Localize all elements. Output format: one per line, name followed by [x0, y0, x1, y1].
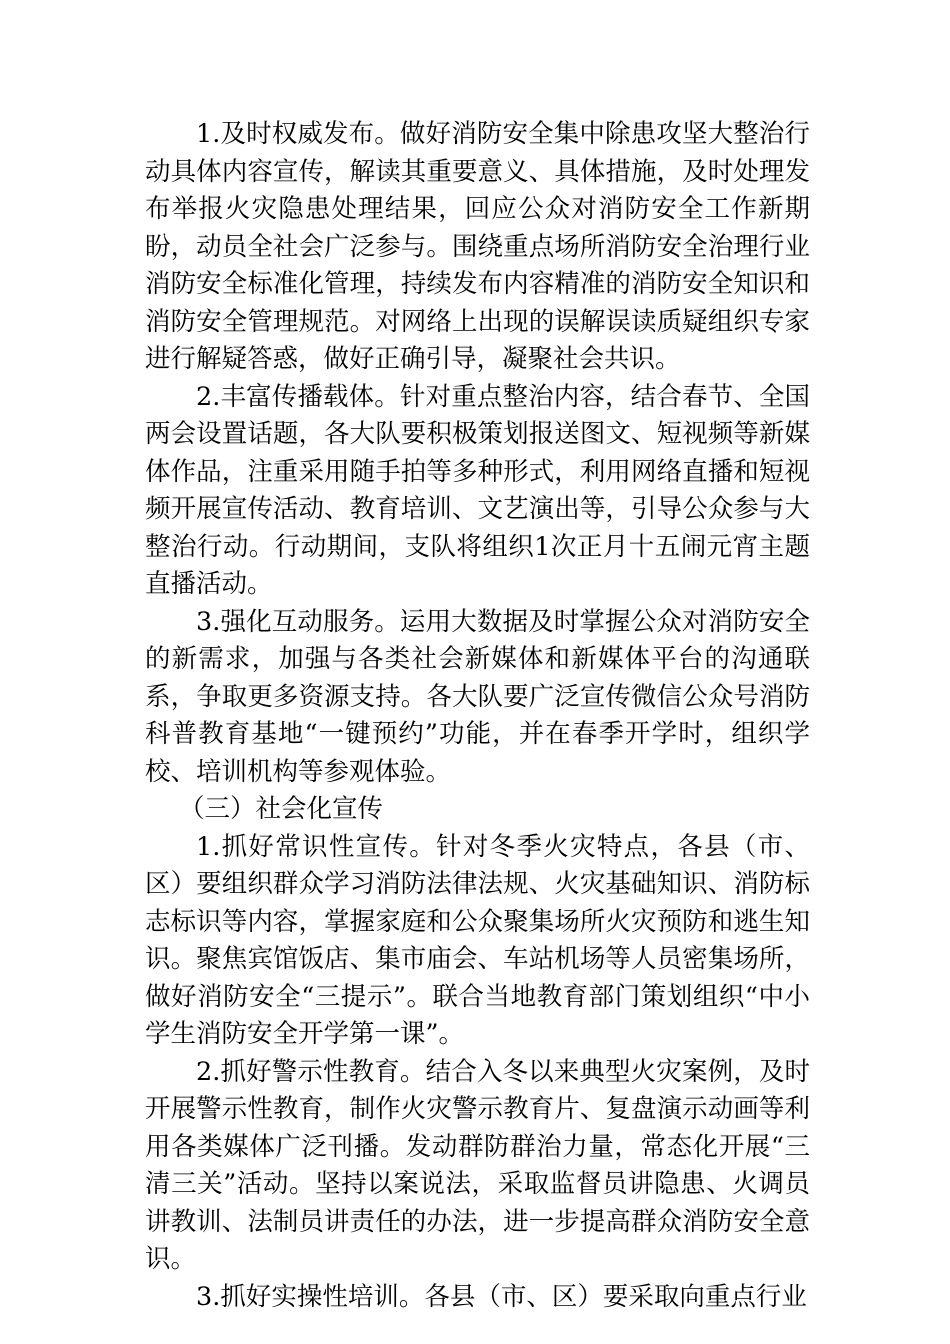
- paragraph-interactive-service: 3.强化互动服务。运用大数据及时掌握公众对消防安全的新需求，加强与各类社会新媒体和新媒体平台的沟通联系，争取更多资源支持。各大队要广泛宣传微信公众号消防科普教育基地“一键预约”功能，并在春季开学时，组织学校、培训机构等参观体验。: [145, 606, 810, 787]
- paragraph-communication-carriers: 2.丰富传播载体。针对重点整治内容，结合春节、全国两会设置话题，各大队要积极策划报送图文、短视频等新媒体作品，注重采用随手拍等多种形式，利用网络直播和短视频开展宣传活动、教育培训、文艺演出等，引导公众参与大整治行动。行动期间，支队将组织1次正月十五闹元宵主题直播活动。: [145, 381, 810, 599]
- document-body: [145, 116, 810, 1316]
- paragraph-practical-training: 3.抓好实操性培训。各县（市、区）要采取向重点行业: [196, 1281, 807, 1312]
- paragraph-common-knowledge: 1.抓好常识性宣传。针对冬季火灾特点，各县（市、区）要组织群众学习消防法律法规、火灾基础知识、消防标志标识等内容，掌握家庭和公众聚集场所火灾预防和逃生知识。聚焦宾馆饭店、集市庙会、车站机场等人员密集场所，做好消防安全“三提示”。联合当地教育部门策划组织“中小学生消防安全开学第一课”。: [145, 831, 810, 1049]
- paragraph-timely-release: 1.及时权威发布。做好消防安全集中除患攻坚大整治行动具体内容宣传，解读其重要意义、具体措施，及时处理发布举报火灾隐患处理结果，回应公众对消防安全工作新期盼，动员全社会广泛参与。围绕重点场所消防安全治理行业消防安全标准化管理，持续发布内容精准的消防安全知识和消防安全管理规范。对网络上出现的误解误读质疑组织专家进行解疑答惑，做好正确引导，凝聚社会共识。: [145, 119, 810, 374]
- section-heading-social-publicity: （三）社会化宣传: [179, 794, 384, 824]
- paragraph-warning-education: 2.抓好警示性教育。结合入冬以来典型火灾案例，及时开展警示性教育，制作火灾警示教育片、复盘演示动画等利用各类媒体广泛刊播。发动群防群治力量，常态化开展“三清三关”活动。坚持以案说法，采取监督员讲隐患、火调员讲教训、法制员讲责任的办法，进一步提高群众消防安全意识。: [145, 1056, 810, 1274]
